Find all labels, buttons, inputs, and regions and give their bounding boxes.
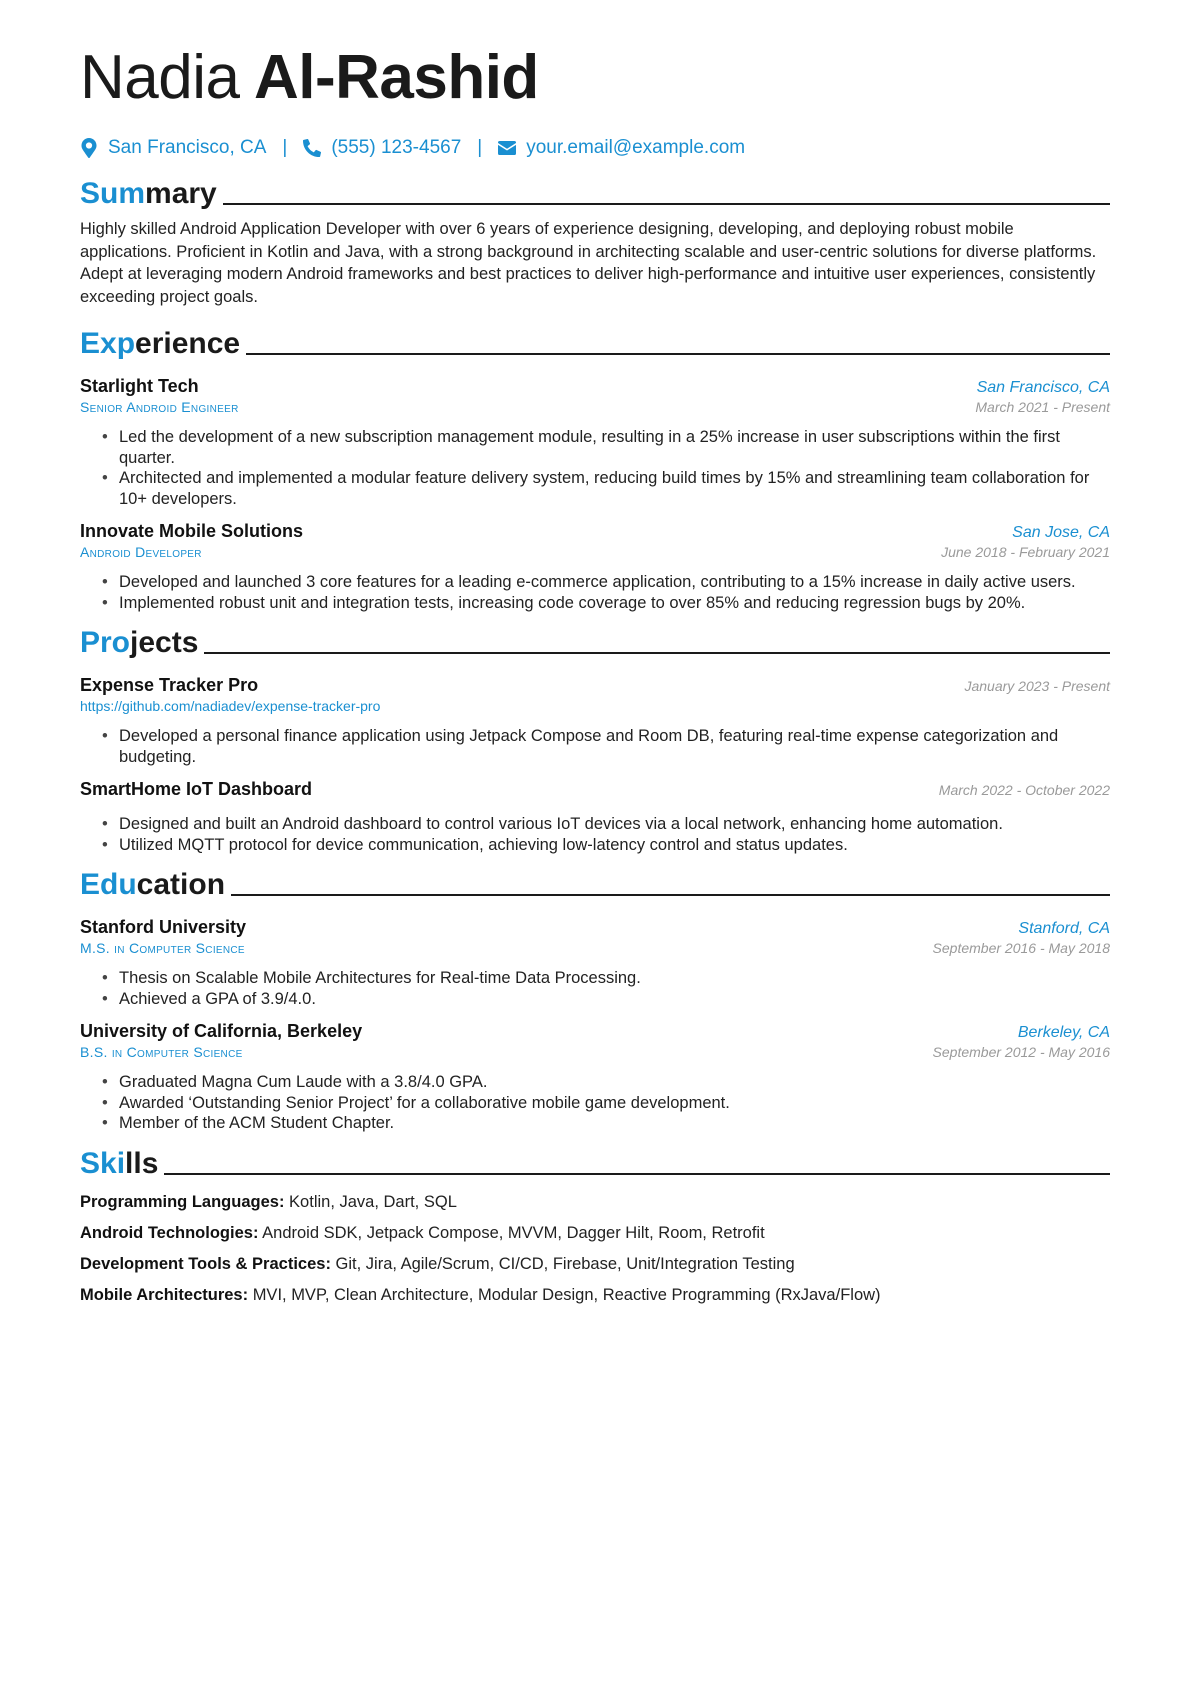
bullet-list [80, 968, 1110, 1009]
phone-text: (555) 123-4567 [331, 137, 462, 158]
section-skills-title: Skills [80, 1142, 1110, 1182]
entry-dates: January 2023 - Present [964, 678, 1110, 694]
contact-email[interactable] [498, 137, 745, 159]
experience-entry [80, 521, 1110, 613]
candidate-name [80, 40, 1110, 116]
skill-row [80, 1223, 1110, 1243]
phone-icon [303, 138, 321, 158]
skills-list [80, 1192, 1110, 1305]
skill-value: Git, Jira, Agile/Scrum, CI/CD, Firebase, Unit/Integration Testing [335, 1254, 795, 1273]
list-item: • Achieved a GPA of 3.9/4.0. [102, 989, 1110, 1010]
contact-separator: | [477, 137, 483, 158]
contact-location [80, 137, 266, 159]
section-rule [223, 203, 1110, 205]
entry-location: San Jose, CA [1012, 524, 1110, 541]
list-item: • Developed and launched 3 core features for a leading e-commerce application, contributing to a 15% increase in daily active users. [102, 572, 1110, 593]
job-role: Android Developer [80, 544, 202, 560]
skill-label: Programming Languages: [80, 1192, 285, 1211]
contact-phone[interactable] [303, 137, 461, 159]
entry-dates: September 2016 - May 2018 [932, 940, 1110, 956]
degree: B.S. in Computer Science [80, 1044, 243, 1060]
envelope-icon [498, 138, 516, 158]
skill-row [80, 1192, 1110, 1212]
project-entry [80, 779, 1110, 855]
list-item: • Architected and implemented a modular feature delivery system, reducing build times by 15% and streamlining team collaboration for 10+ developers. [102, 468, 1110, 509]
contact-separator: | [282, 137, 288, 158]
list-item: • Designed and built an Android dashboard to control various IoT devices via a local network, enhancing home automation. [102, 814, 1110, 835]
bullet-list [80, 1072, 1110, 1134]
section-rule [164, 1173, 1110, 1175]
section-experience-title: Experience [80, 322, 1110, 362]
education-entry [80, 1021, 1110, 1134]
entry-location: Stanford, CA [1018, 920, 1110, 937]
entry-dates: March 2021 - Present [975, 399, 1110, 415]
skill-row [80, 1285, 1110, 1305]
list-item: • Graduated Magna Cum Laude with a 3.8/4.0 GPA. [102, 1072, 1110, 1093]
degree: M.S. in Computer Science [80, 940, 245, 956]
company-name: Innovate Mobile Solutions [80, 521, 304, 541]
list-item: • Utilized MQTT protocol for device communication, achieving low-latency control and status updates. [102, 835, 1110, 856]
skill-label: Android Technologies: [80, 1223, 259, 1242]
bullet-list [80, 427, 1110, 509]
skill-row [80, 1254, 1110, 1274]
bullet-list [80, 814, 1110, 855]
education-entry [80, 917, 1110, 1009]
experience-entry [80, 376, 1110, 509]
skill-value: Android SDK, Jetpack Compose, MVVM, Dagger Hilt, Room, Retrofit [262, 1223, 765, 1242]
company-name: Starlight Tech [80, 376, 199, 396]
skill-label: Mobile Architectures: [80, 1285, 249, 1304]
section-education-title: Education [80, 863, 1110, 903]
map-pin-icon [80, 138, 98, 158]
summary-text: Highly skilled Android Application Developer with over 6 years of experience designing, developing, and deploying robust mobile applications. Proficient in Kotlin and Java, with a strong background in architecting scalable and user-centric solutions for diverse platforms. Adept at leveraging modern Android frameworks and best practices to deliver high-performance and intuitive user experiences, consistently exceeding project goals. [80, 220, 1097, 306]
list-item: • Awarded ‘Outstanding Senior Project’ for a collaborative mobile game development. [102, 1093, 1110, 1114]
section-rule [231, 894, 1110, 896]
entry-dates: September 2012 - May 2016 [932, 1044, 1110, 1060]
list-item: • Thesis on Scalable Mobile Architectures for Real-time Data Processing. [102, 968, 1110, 989]
section-summary-title: Summary [80, 172, 1110, 212]
entry-location: San Francisco, CA [976, 379, 1110, 396]
email-link: your.email@example.com [526, 137, 746, 158]
school-name: Stanford University [80, 917, 247, 937]
skill-value: Kotlin, Java, Dart, SQL [289, 1192, 457, 1211]
last-name: Al-Rashid [253, 43, 539, 112]
list-item: • Member of the ACM Student Chapter. [102, 1113, 1110, 1134]
list-item: • Implemented robust unit and integration tests, increasing code coverage to over 85% and reducing regression bugs by 20%. [102, 593, 1110, 614]
bullet-list [80, 726, 1110, 767]
skill-value: MVI, MVP, Clean Architecture, Modular Design, Reactive Programming (RxJava/Flow) [252, 1285, 881, 1304]
bullet-list [80, 572, 1110, 613]
section-rule [246, 353, 1110, 355]
entry-dates: June 2018 - February 2021 [941, 544, 1110, 560]
school-name: University of California, Berkeley [80, 1021, 363, 1041]
list-item: • Developed a personal finance application using Jetpack Compose and Room DB, featuring real-time expense categorization and budgeting. [102, 726, 1110, 767]
project-name: SmartHome IoT Dashboard [80, 779, 313, 799]
project-name: Expense Tracker Pro [80, 675, 259, 695]
list-item: • Led the development of a new subscription management module, resulting in a 25% increase in user subscriptions within the first quarter. [102, 427, 1110, 468]
project-entry [80, 675, 1110, 767]
skill-label: Development Tools & Practices: [80, 1254, 331, 1273]
first-name: Nadia [80, 43, 240, 112]
project-link[interactable]: https://github.com/nadiadev/expense-tracker-pro [80, 698, 381, 714]
section-projects-title: Projects [80, 621, 1110, 661]
job-role: Senior Android Engineer [80, 399, 239, 415]
section-rule [204, 652, 1110, 654]
entry-dates: March 2022 - October 2022 [938, 782, 1110, 798]
contact-bar [80, 134, 1110, 162]
location-text: San Francisco, CA [108, 137, 267, 158]
entry-location: Berkeley, CA [1017, 1024, 1110, 1041]
